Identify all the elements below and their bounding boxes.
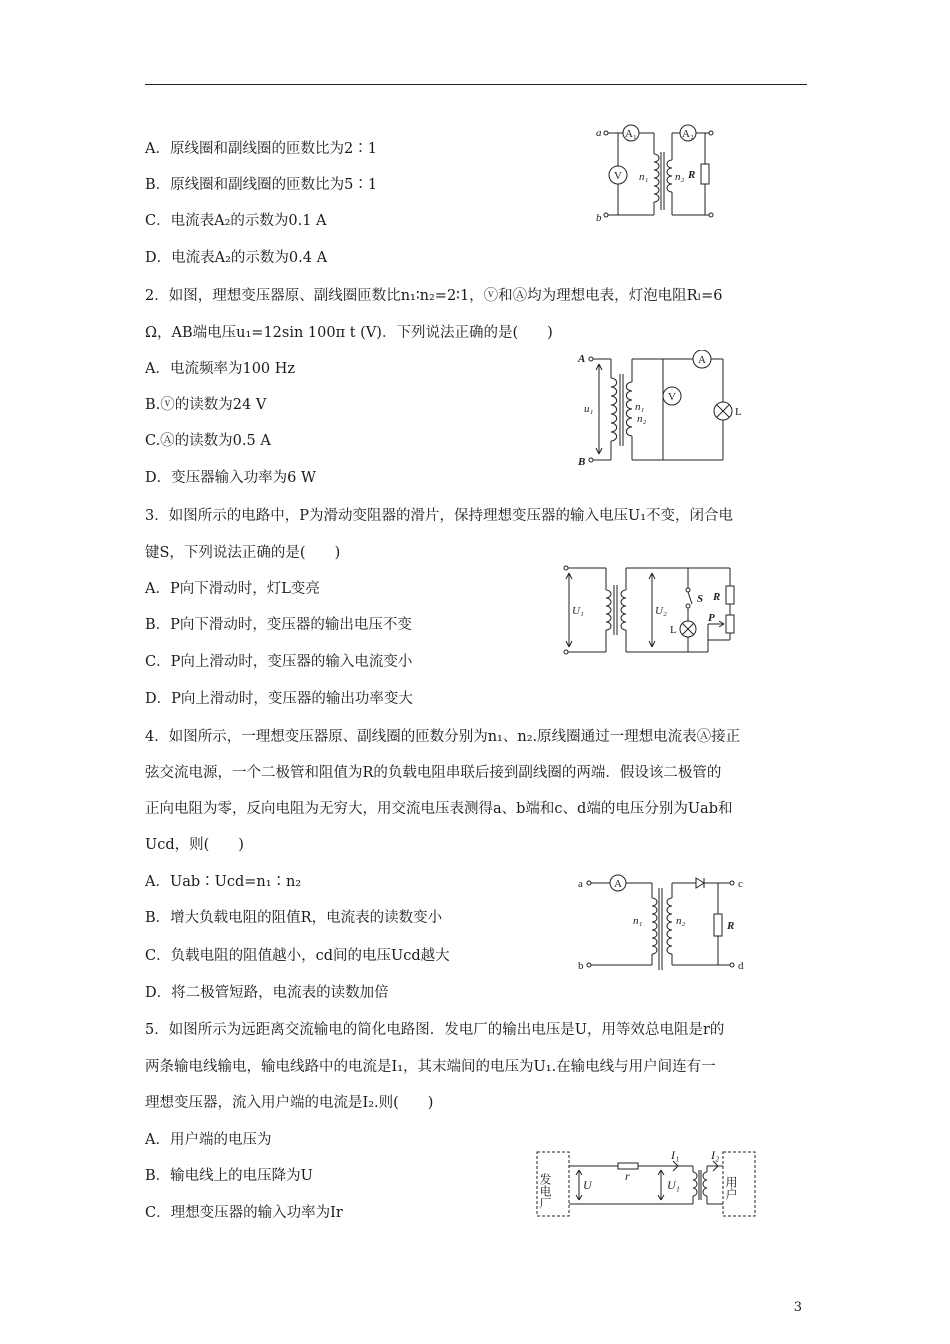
fig2-n2-label: n₂	[637, 413, 647, 425]
q3-option-a: A．P向下滑动时，灯L变亮	[145, 581, 320, 597]
q3-option-c: C．P向上滑动时，变压器的输入电流变小	[145, 654, 413, 670]
q1-option-b: B．原线圈和副线圈的匝数比为5∶1	[145, 177, 378, 193]
q4-stem-line3: 正向电阻为零，反向电阻为无穷大，用交流电压表测得a、b端和c、d端的电压分别为Uab和	[145, 801, 733, 817]
fig1-ammeter2-label: A₂	[682, 128, 694, 140]
fig2-voltmeter-label: V	[668, 391, 676, 403]
q3-option-d: D．P向上滑动时，变压器的输出功率变大	[145, 691, 413, 707]
fig1-label-b: b	[596, 212, 602, 224]
q4-option-a: A．Uab∶Ucd=n₁∶n₂	[145, 874, 302, 890]
fig4-label-d: d	[738, 960, 744, 972]
fig3-p-label: P	[708, 612, 715, 624]
q5-stem-line1: 5．如图所示为远距离交流输电的简化电路图．发电厂的输出电压是U，用等效总电阻是r的	[145, 1022, 725, 1038]
figure-q1-circuit	[592, 124, 722, 228]
q2-option-c: C.Ⓐ的读数为0.5 A	[145, 433, 271, 449]
fig2-label-a: A	[578, 353, 586, 365]
figure-q2-circuit	[575, 350, 750, 472]
fig5-user-label: 用户	[724, 1176, 738, 1200]
q3-stem-line1: 3．如图所示的电路中，P为滑动变阻器的滑片，保持理想变压器的输入电压U₁不变，闭合电	[145, 508, 734, 524]
figure-q4-circuit	[576, 870, 761, 979]
fig3-u2-label: U₂	[655, 605, 667, 617]
q1-option-a: A．原线圈和副线圈的匝数比为2∶1	[145, 141, 377, 157]
q2-stem-line2: Ω，AB端电压u₁=12sin 100π t (V)．下列说法正确的是( )	[145, 325, 553, 341]
figure-q3-circuit	[558, 560, 743, 664]
q1-option-c: C．电流表A₂的示数为0.1 A	[145, 213, 327, 229]
fig5-r-label: r	[625, 1169, 630, 1183]
fig4-ammeter-label: A	[614, 878, 622, 890]
fig4-n1-label: n₁	[633, 915, 643, 927]
q4-option-c: C．负载电阻的阻值越小，cd间的电压Ucd越大	[145, 948, 450, 964]
fig3-u1-label: U₁	[572, 605, 584, 617]
fig4-n2-label: n₂	[676, 915, 686, 927]
fig5-u-label: U	[583, 1178, 592, 1192]
fig2-ammeter-label: A	[698, 354, 706, 366]
q5-option-c: C．理想变压器的输入功率为Ir	[145, 1205, 343, 1221]
q4-stem-line4: Ucd，则( )	[145, 837, 244, 853]
fig1-n1-label: n₁	[639, 171, 649, 183]
q4-stem-line2: 弦交流电源，一个二极管和阻值为R的负载电阻串联后接到副线圈的两端．假设该二极管的	[145, 765, 722, 781]
page-number: 3	[793, 1300, 802, 1315]
q5-option-b: B．输电线上的电压降为U	[145, 1168, 313, 1184]
fig2-n1-label: n₁	[635, 401, 645, 413]
fig4-label-a: a	[578, 878, 583, 890]
fig5-i1-label: I₁	[671, 1148, 680, 1162]
fig1-n2-label: n₂	[675, 171, 685, 183]
q5-option-a: A．用户端的电压为	[145, 1132, 272, 1148]
fig1-r-label: R	[688, 169, 696, 181]
fig5-i2-label: I₂	[711, 1148, 720, 1162]
q3-stem-line2: 键S，下列说法正确的是( )	[145, 545, 341, 561]
fig1-ammeter1-label: A₁	[625, 128, 637, 140]
q4-option-b: B．增大负载电阻的阻值R，电流表的读数变小	[145, 910, 443, 926]
q1-option-d: D．电流表A₂的示数为0.4 A	[145, 250, 328, 266]
fig3-lamp-label: L	[670, 624, 677, 636]
q2-option-a: A．电流频率为100 Hz	[145, 361, 296, 377]
q4-option-d: D．将二极管短路，电流表的读数加倍	[145, 985, 389, 1001]
q2-option-b: B.ⓥ的读数为24 V	[145, 397, 267, 413]
q5-stem-line3: 理想变压器，流入用户端的电流是I₂.则( )	[145, 1095, 434, 1111]
fig4-label-c: c	[738, 878, 743, 890]
fig3-switch-label: S	[697, 593, 704, 605]
fig4-r-label: R	[727, 920, 735, 932]
fig3-r-label: R	[713, 591, 721, 603]
q2-stem-line1: 2．如图，理想变压器原、副线圈匝数比n₁∶n₂=2∶1，ⓥ和Ⓐ均为理想电表，灯泡电阻Rₗ=6	[145, 288, 723, 304]
fig1-label-a: a	[596, 127, 602, 139]
fig5-plant-label: 发电厂	[538, 1173, 552, 1209]
fig2-lamp-label: L	[735, 406, 742, 418]
fig5-u1-label: U₁	[667, 1178, 680, 1192]
q4-stem-line1: 4．如图所示，一理想变压器原、副线圈的匝数分别为n₁、n₂.原线圈通过一理想电流表Ⓐ接正	[145, 729, 741, 745]
q5-stem-line2: 两条输电线输电，输电线路中的电流是I₁，其末端间的电压为U₁.在输电线与用户间连有一	[145, 1059, 716, 1075]
figure-q5-circuit	[533, 1146, 763, 1225]
header-rule	[145, 84, 807, 85]
fig4-label-b: b	[578, 960, 584, 972]
fig2-label-b: B	[578, 456, 586, 468]
q2-option-d: D．变压器输入功率为6 W	[145, 470, 316, 486]
fig1-voltmeter-label: V	[614, 170, 622, 182]
fig2-u1-label: u₁	[584, 403, 594, 415]
q3-option-b: B．P向下滑动时，变压器的输出电压不变	[145, 617, 412, 633]
